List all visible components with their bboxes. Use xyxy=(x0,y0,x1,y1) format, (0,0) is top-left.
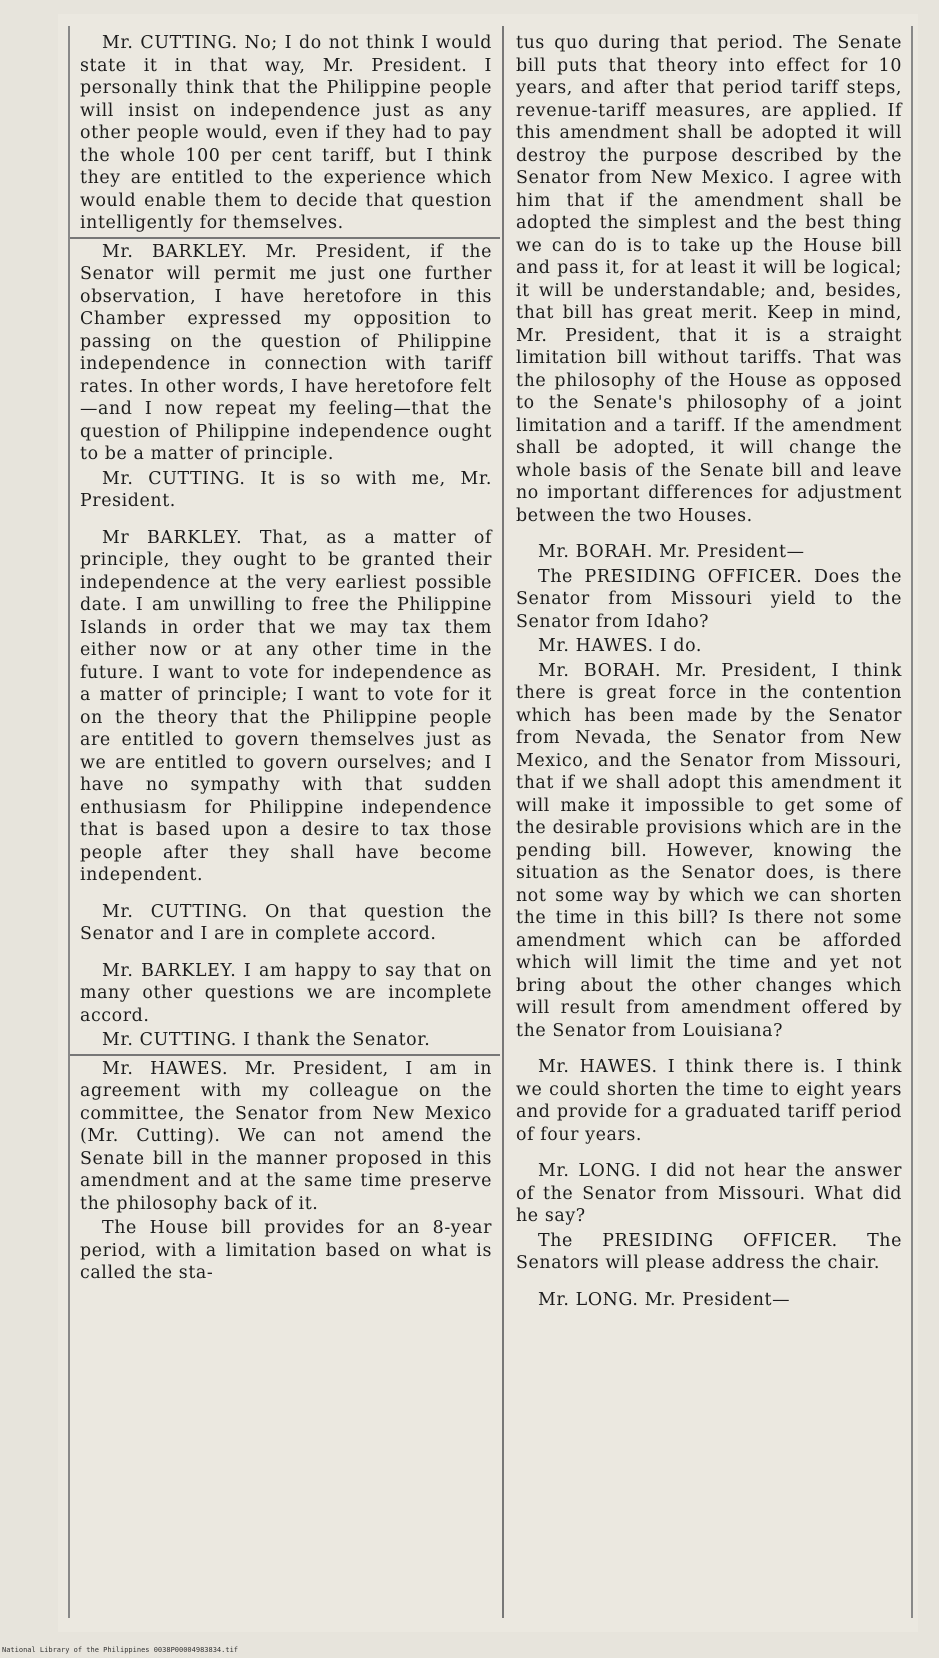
paragraph: Mr. LONG. Mr. President— xyxy=(538,1289,791,1310)
paragraph: Mr. CUTTING. On that question the Senator and I are in complete accord. xyxy=(80,901,492,944)
clipping-cut-line xyxy=(70,237,500,239)
paragraph: Mr. BARKLEY. Mr. President, if the Senator will permit me just one further observation, I have heretofore in this Chamber expressed my opposition to passing on the question of Philippine independence in connection with tariff rates. In other words, I have heretofore felt—and I now repeat my feeling—that the question of Philippine independence ought to be a matter of principle. xyxy=(80,241,492,464)
archive-footer-label: National Library of the Philippines 0038P00004983834.tif xyxy=(2,1646,239,1654)
paragraph: Mr. HAWES. I do. xyxy=(538,636,703,656)
paragraph: The PRESIDING OFFICER. The Senators will please address the chair. xyxy=(516,1230,902,1273)
left-column xyxy=(70,28,500,1616)
paragraph: Mr. BORAH. Mr. President, I think there is great force in the contention which has been made by the Senator from Nevada, the Senator from New Mexico, and the Senator from Missouri, that if we shall adopt this amendment it will make it impossible to get some of the desirable provisions which are in the pending bill. However, knowing the situation as the Senator does, is there not some way by which we can shorten the time in this bill? Is there not some amendment which can be afforded which will limit the time and yet not bring about the other changes which will result from amendment offered by the Senator from Louisiana? xyxy=(516,660,902,1041)
paragraph: Mr. CUTTING. I thank the Senator. xyxy=(102,1030,431,1050)
paragraph: Mr BARKLEY. That, as a matter of principle, they ought to be granted their independence at the very earliest possible date. I am unwilling to free the Philippine Islands in order that we may tax them either now or at any other time in the future. I want to vote for independence as a matter of principle; I want to vote for it on the theory that the Philippine people are entitled to govern themselves just as we are entitled to govern ourselves; and I have no sympathy with that sudden enthusiasm for Philippine independence that is based upon a desire to tax those people after they shall have become independent. xyxy=(80,527,492,885)
paragraph: Mr. CUTTING. No; I do not think I would state it in that way, Mr. President. I personally think that the Philippine people will insist on independence just as any other people would, even if they had to pay the whole 100 per cent tariff, but I think they are entitled to the experience which would enable them to decide that question intelligently for themselves. xyxy=(80,33,492,233)
right-column xyxy=(508,28,912,1616)
paragraph: Mr. BARKLEY. I am happy to say that on many other questions we are incomplete accord. xyxy=(80,960,492,1026)
newspaper-clipping xyxy=(58,14,918,1632)
paragraph: tus quo during that period. The Senate bill puts that theory into effect for 10 years, and after that period tariff steps, revenue-tariff measures, are applied. If this amendment shall be adopted it will destroy the purpose described by the Senator from New Mexico. I agree with him that if the amendment shall be adopted the simplest and the best thing we can do is to take up the House bill and pass it, for at least it will be logical; it will be understandable; and, besides, that bill has great merit. Keep in mind, Mr. President, that it is a straight limitation bill without tariffs. That was the philosophy of the House as opposed to the Senate's philosophy of a joint limitation and a tariff. If the amendment shall be adopted, it will change the whole basis of the Senate bill and leave no important differences for adjustment between the two Houses. xyxy=(516,33,902,526)
column-divider xyxy=(502,26,504,1618)
paragraph: Mr. BORAH. Mr. President— xyxy=(538,542,805,562)
paragraph: The House bill provides for an 8-year period, with a limitation based on what is called the sta- xyxy=(80,1218,492,1283)
paragraph: The PRESIDING OFFICER. Does the Senator from Missouri yield to the Senator from Idaho? xyxy=(516,566,902,632)
paragraph: Mr. HAWES. I think there is. I think we could shorten the time to eight years and provide for a graduated tariff period of four years. xyxy=(516,1057,902,1145)
clipping-cut-line xyxy=(70,1054,500,1056)
paragraph: Mr. HAWES. Mr. President, I am in agreement with my colleague on the committee, the Senator from New Mexico (Mr. Cutting). We can not amend the Senate bill in the manner proposed in this amendment and at the same time preserve the philosophy back of it. xyxy=(80,1058,492,1214)
paragraph: Mr. CUTTING. It is so with me, Mr. President. xyxy=(80,468,492,511)
paragraph: Mr. LONG. I did not hear the answer of the Senator from Missouri. What did he say? xyxy=(516,1161,902,1226)
